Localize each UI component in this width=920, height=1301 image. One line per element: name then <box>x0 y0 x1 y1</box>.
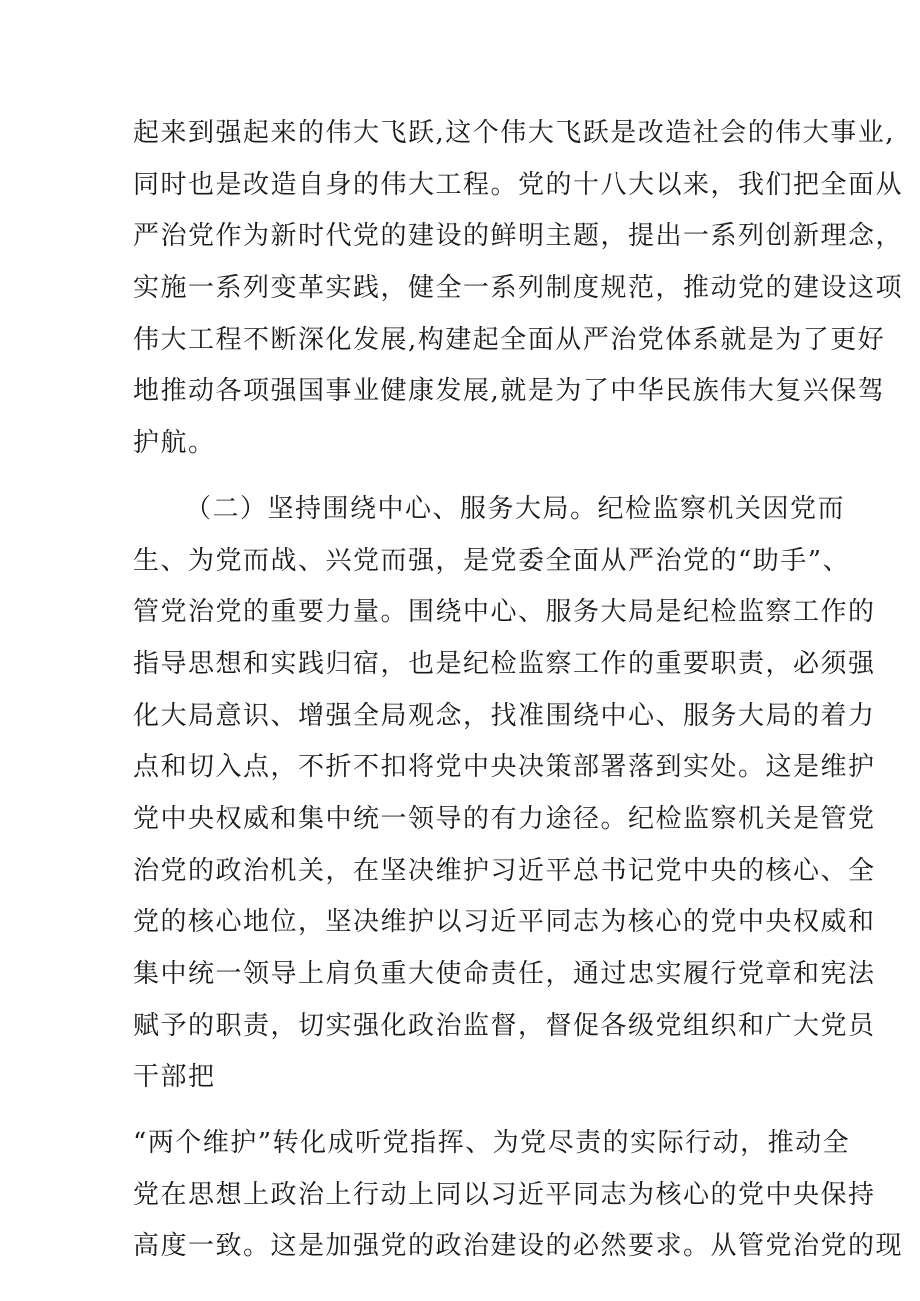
text-line: 地推动各项强国事业健康发展,就是为了中华民族伟大复兴保驾 <box>133 376 886 407</box>
text-line: 党的核心地位，坚决维护以习近平同志为核心的党中央权威和 <box>133 907 876 938</box>
text-line: 实施一系列变革实践，健全一系列制度规范，推动党的建设这项 <box>133 273 904 304</box>
text-line: （二）坚持围绕中心、服务大局。纪检监察机关因党而 <box>185 493 846 524</box>
text-line: 高度一致。这是加强党的政治建设的必然要求。从管党治党的现 <box>133 1231 904 1262</box>
text-line: 伟大工程不断深化发展,构建起全面从严治党体系就是为了更好 <box>133 324 886 355</box>
paragraph-two-body <box>133 536 876 1105</box>
text-line: 严治党作为新时代党的建设的鲜明主题，提出一系列创新理念， <box>133 221 904 252</box>
text-line: 赋予的职责，切实强化政治监督，督促各级党组织和广大党员 <box>133 1010 876 1041</box>
text-line: 点和切入点，不折不扣将党中央决策部署落到实处。这是维护 <box>133 752 876 783</box>
text-line: 起来到强起来的伟大飞跃,这个伟大飞跃是改造社会的伟大事业, <box>133 118 896 148</box>
text-line: 生、为党而战、兴党而强，是党委全面从严治党的“助手”、 <box>133 545 851 576</box>
paragraph-gap <box>133 470 823 484</box>
text-line: 集中统一领导上肩负重大使命责任，通过忠实履行党章和宪法 <box>133 959 876 989</box>
text-line: 指导思想和实践归宿，也是纪检监察工作的重要职责，必须强 <box>133 648 876 679</box>
text-line: 护航。 <box>133 428 216 459</box>
paragraph-two <box>133 484 846 536</box>
text-line: 同时也是改造自身的伟大工程。党的十八大以来，我们把全面从 <box>133 169 904 200</box>
text-line: 党在思想上政治上行动上同以习近平同志为核心的党中央保持 <box>133 1179 876 1210</box>
paragraph-three <box>133 1118 904 1273</box>
paragraph-gap <box>133 1104 823 1118</box>
text-line: 治党的政治机关，在坚决维护习近平总书记党中央的核心、全 <box>133 855 876 886</box>
text-line: “两个维护”转化成听党指挥、为党尽责的实际行动，推动全 <box>133 1128 851 1159</box>
body-text <box>133 108 904 1273</box>
text-line: 党中央权威和集中统一领导的有力途径。纪检监察机关是管党 <box>133 803 876 834</box>
text-line: 化大局意识、增强全局观念，找准围绕中心、服务大局的着力 <box>133 700 876 731</box>
text-line: 管党治党的重要力量。围绕中心、服务大局是纪检监察工作的 <box>133 597 876 628</box>
paragraph-continuation <box>133 108 904 470</box>
text-line: 干部把 <box>133 1062 216 1093</box>
